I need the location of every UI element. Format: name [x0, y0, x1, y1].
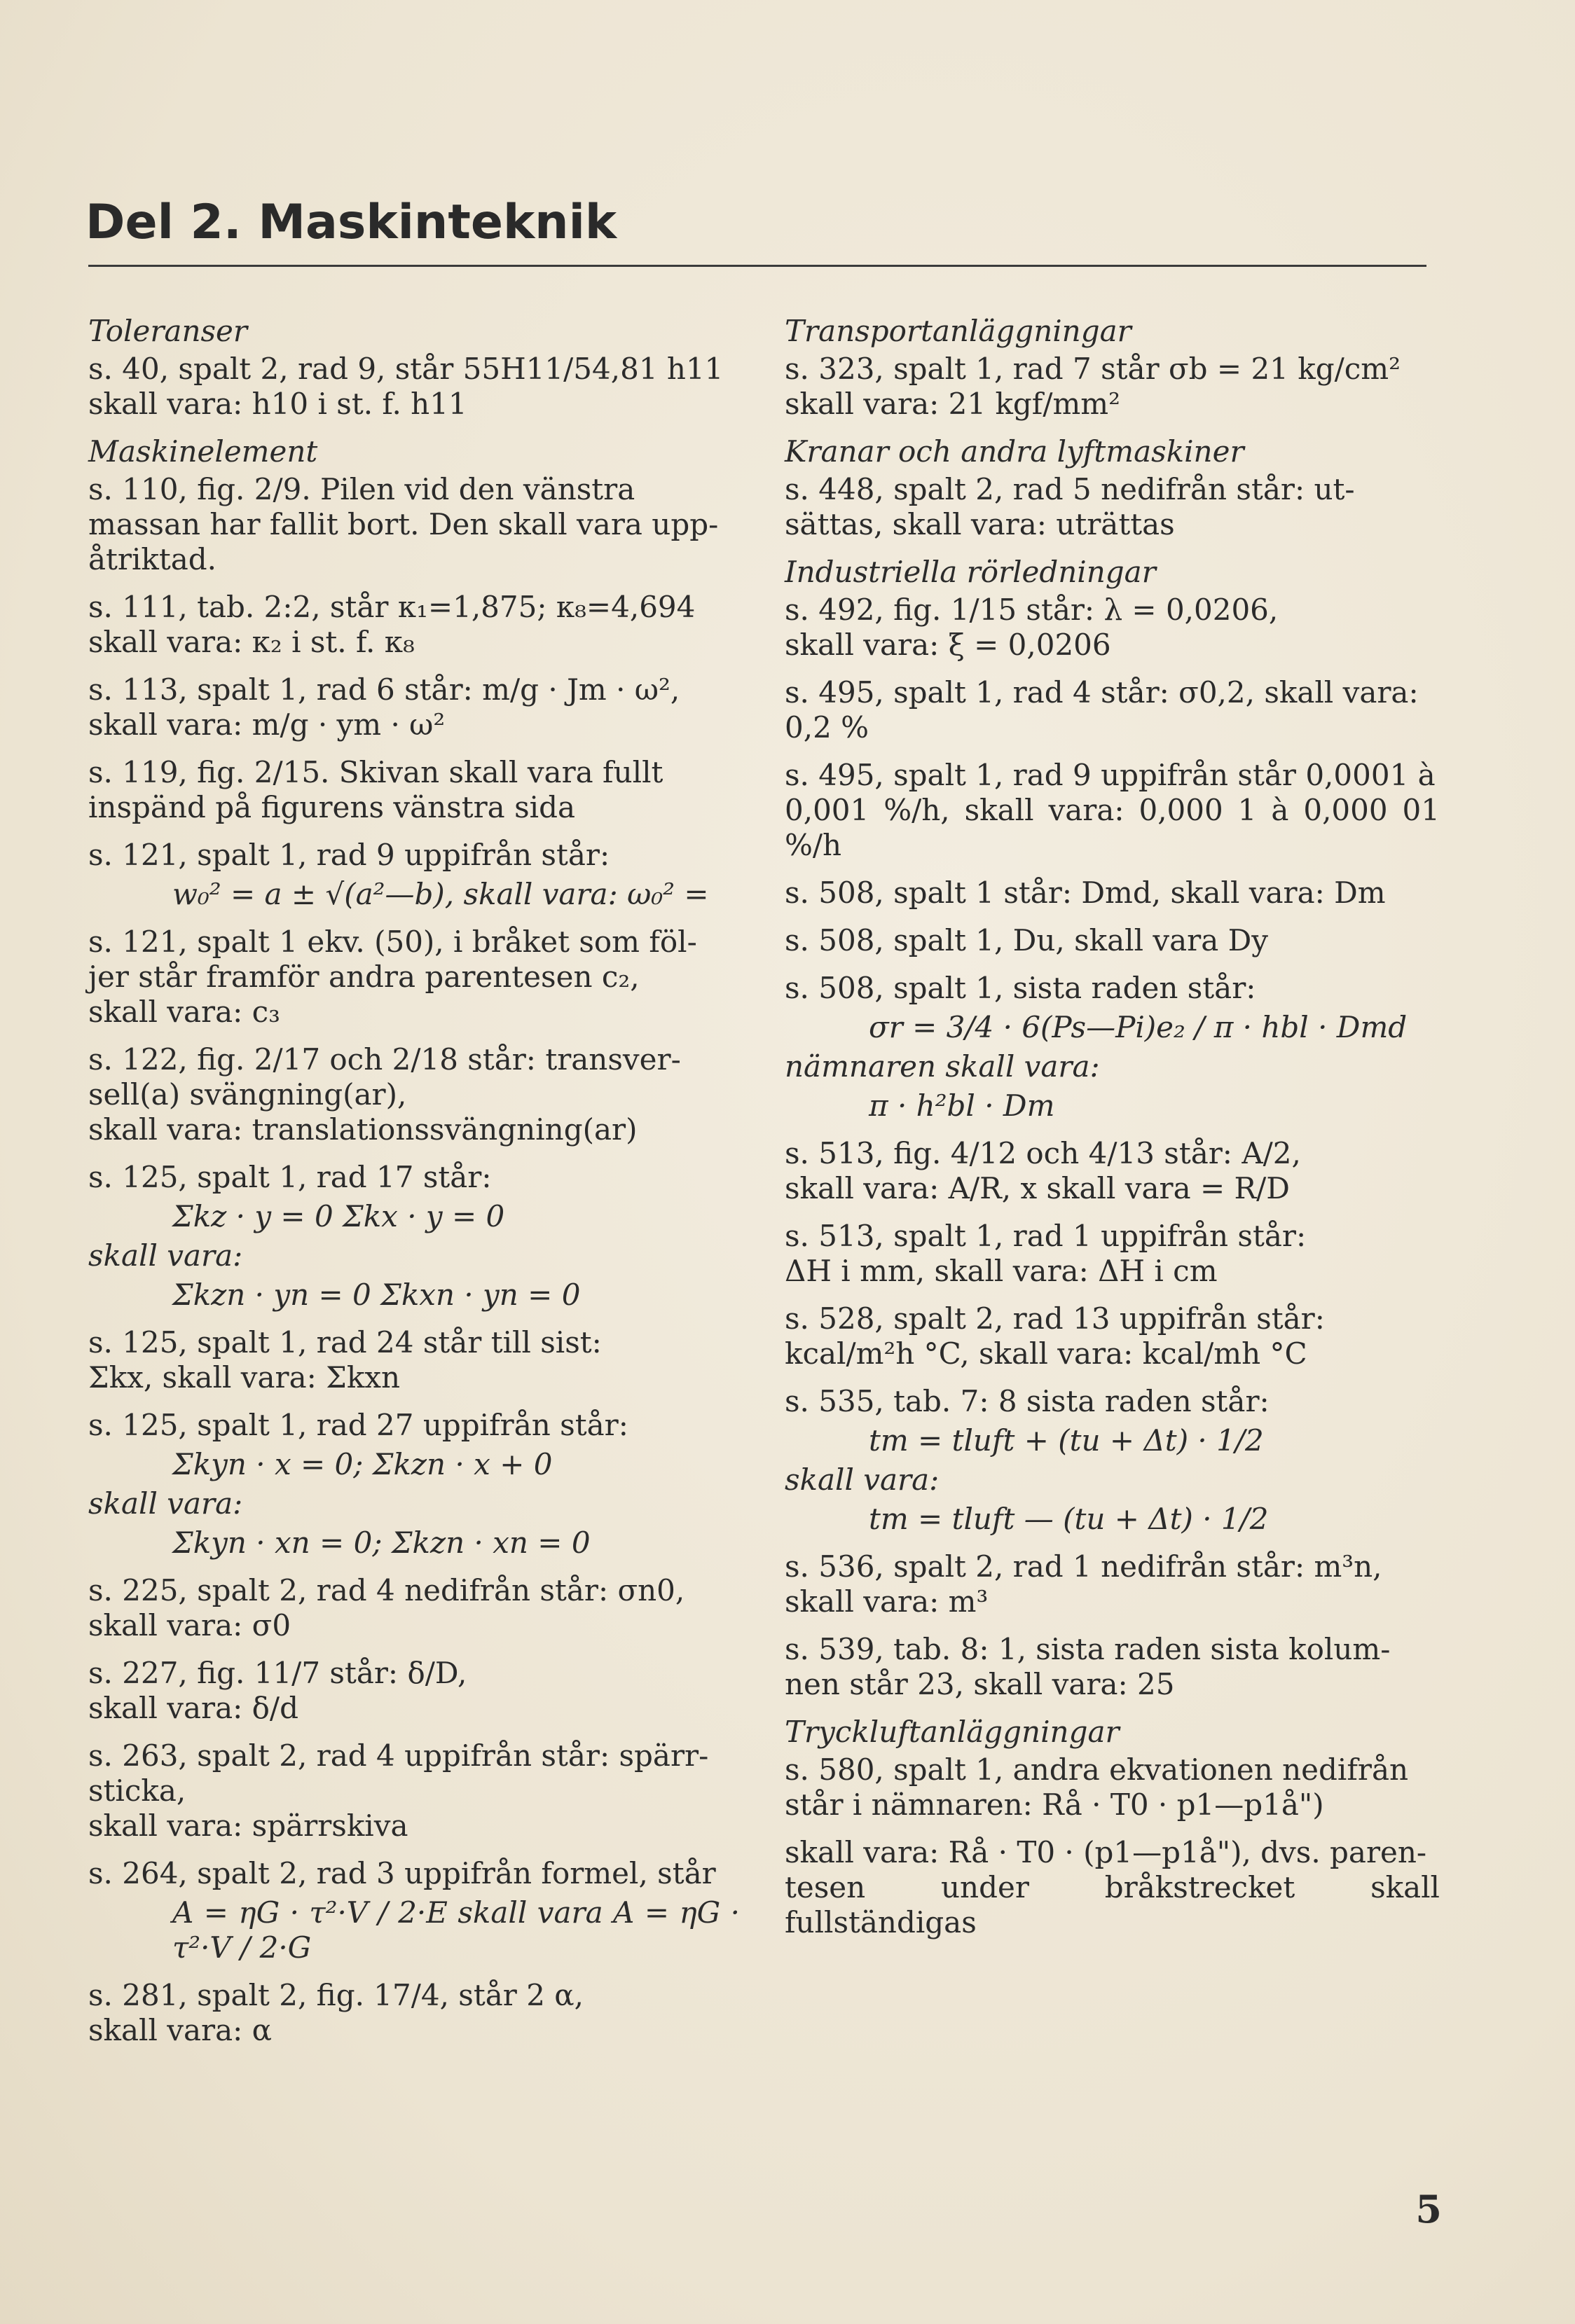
- entry-line: s. 121, spalt 1, rad 9 uppifrån står:: [88, 838, 610, 872]
- entry-line: åtriktad.: [88, 542, 217, 576]
- entry-line: s. 119, fig. 2/15. Skivan skall vara fullt: [88, 755, 663, 789]
- erratum-entry: [785, 923, 1440, 958]
- entry-line: s. 113, spalt 1, rad 6 står: m/g · Jm · ω²,: [88, 672, 680, 707]
- entry-line: s. 323, spalt 1, rad 7 står σb = 21 kg/cm²: [785, 352, 1401, 386]
- page-header: Del 2. Maskinteknik: [85, 195, 617, 250]
- erratum-entry: [785, 352, 1440, 422]
- formula-corrected: tm = tluft — (tu + Δt) · 1/2: [869, 1502, 1269, 1536]
- erratum-entry: [785, 1136, 1440, 1206]
- entry-line: s. 121, spalt 1 ekv. (50), i bråket som föl-: [88, 925, 697, 959]
- formula-corrected: π · h²bl · Dm: [869, 1088, 1055, 1123]
- erratum-entry: [785, 1549, 1440, 1619]
- formula: A = ηG · τ²·V / 2·E skall vara A = ηG · τ²·V / 2·G: [172, 1895, 740, 1965]
- formula: w₀² = a ± √(a²—b), skall vara: ω₀² =: [172, 877, 709, 911]
- entry-line: s. 495, spalt 1, rad 4 står: σ0,2, skall vara:: [785, 675, 1419, 710]
- entry-line: skall vara: κ₂ i st. f. κ₈: [88, 625, 415, 659]
- entry-line: s. 125, spalt 1, rad 27 uppifrån står:: [88, 1408, 628, 1442]
- erratum-entry: [785, 1752, 1440, 1822]
- entry-line: s. 263, spalt 2, rad 4 uppifrån står: spärr-: [88, 1738, 709, 1773]
- entry-line: s. 536, spalt 2, rad 1 nedifrån står: m³n,: [785, 1549, 1382, 1584]
- entry-line: s. 448, spalt 2, rad 5 nedifrån står: ut-: [785, 472, 1355, 506]
- formula-corrected: Σkyn · xn = 0; Σkzn · xn = 0: [172, 1526, 591, 1560]
- entry-line: s. 122, fig. 2/17 och 2/18 står: transver-: [88, 1042, 681, 1077]
- erratum-entry: [785, 1835, 1440, 1940]
- erratum-entry: [88, 1656, 740, 1726]
- entry-line: ΔH i mm, skall vara: ΔH i cm: [785, 1254, 1218, 1288]
- formula: Σkz · y = 0 Σkx · y = 0: [172, 1199, 505, 1233]
- entry-line: skall vara: δ/d: [88, 1691, 298, 1725]
- erratum-entry: [88, 1160, 740, 1313]
- right-column: [785, 308, 1440, 1953]
- formula: tm = tluft + (tu + Δt) · 1/2: [869, 1423, 1264, 1458]
- entry-line: står i nämnaren: Rå · T0 · p1—p1å"): [785, 1787, 1324, 1822]
- entry-line: 0,001 %/h, skall vara: 0,000 1 à 0,000 01 %/h: [785, 793, 1440, 862]
- erratum-entry: [88, 672, 740, 742]
- section-title: Tryckluftanläggningar: [785, 1715, 1120, 1749]
- erratum-entry: [785, 758, 1440, 863]
- section-title: Transportanläggningar: [785, 314, 1132, 348]
- entry-line: s. 40, spalt 2, rad 9, står 55H11/54,81 h11: [88, 352, 724, 386]
- entry-line: s. 539, tab. 8: 1, sista raden sista kolum-: [785, 1632, 1391, 1666]
- entry-line: skall vara: c₃: [88, 995, 281, 1029]
- page-number: 5: [1415, 2187, 1442, 2232]
- entry-line: skall vara: translationssvängning(ar): [88, 1112, 638, 1147]
- entry-line: s. 110, fig. 2/9. Pilen vid den vänstra: [88, 472, 635, 506]
- entry-line: s. 535, tab. 7: 8 sista raden står:: [785, 1384, 1270, 1418]
- erratum-entry: [785, 876, 1440, 911]
- entry-line: skall vara:: [88, 1238, 243, 1273]
- entry-line: sticka,: [88, 1773, 186, 1808]
- section-title: Industriella rörledningar: [785, 555, 1156, 589]
- entry-line: skall vara: σ0: [88, 1608, 291, 1642]
- entry-line: skall vara: spärrskiva: [88, 1808, 408, 1843]
- entry-line: tesen under bråkstrecket skall fullständigas: [785, 1870, 1440, 1939]
- section-title: Maskinelement: [88, 434, 318, 469]
- entry-line: skall vara: ξ = 0,0206: [785, 628, 1111, 662]
- entry-line: skall vara: 21 kgf/mm²: [785, 387, 1120, 421]
- erratum-entry: [785, 1219, 1440, 1289]
- erratum-entry: [88, 352, 740, 422]
- entry-line: s. 495, spalt 1, rad 9 uppifrån står 0,0001 à: [785, 758, 1436, 792]
- entry-line: skall vara: h10 i st. f. h11: [88, 387, 467, 421]
- entry-line: skall vara: Rå · T0 · (p1—p1å"), dvs. paren-: [785, 1835, 1427, 1869]
- entry-line: skall vara:: [785, 1462, 940, 1497]
- entry-line: s. 225, spalt 2, rad 4 nedifrån står: σn0,: [88, 1573, 685, 1607]
- entry-line: 0,2 %: [785, 710, 869, 745]
- erratum-entry: [88, 838, 740, 912]
- entry-line: Σkx, skall vara: Σkxn: [88, 1360, 401, 1395]
- entry-line: s. 508, spalt 1, sista raden står:: [785, 971, 1256, 1005]
- erratum-entry: [785, 1301, 1440, 1371]
- entry-line: s. 508, spalt 1, Du, skall vara Dy: [785, 923, 1269, 957]
- erratum-entry: [785, 971, 1440, 1123]
- entry-line: inspänd på figurens vänstra sida: [88, 790, 575, 824]
- entry-line: s. 528, spalt 2, rad 13 uppifrån står:: [785, 1301, 1325, 1336]
- erratum-entry: [785, 472, 1440, 542]
- formula: Σkyn · x = 0; Σkzn · x + 0: [172, 1447, 553, 1481]
- formula-corrected: Σkzn · yn = 0 Σkxn · yn = 0: [172, 1278, 581, 1312]
- erratum-entry: [88, 1978, 740, 2048]
- formula: σr = 3/4 · 6(Ps—Pi)e₂ / π · hbl · Dmd: [869, 1010, 1408, 1044]
- entry-line: nämnaren skall vara:: [785, 1049, 1100, 1084]
- entry-line: jer står framför andra parentesen c₂,: [88, 960, 640, 994]
- section-title: Toleranser: [88, 314, 247, 348]
- entry-line: s. 125, spalt 1, rad 17 står:: [88, 1160, 492, 1194]
- erratum-entry: [785, 675, 1440, 745]
- entry-line: s. 264, spalt 2, rad 3 uppifrån formel, står: [88, 1856, 716, 1890]
- entry-line: s. 492, fig. 1/15 står: λ = 0,0206,: [785, 593, 1279, 627]
- entry-line: massan har fallit bort. Den skall vara upp-: [88, 507, 719, 541]
- erratum-entry: [785, 593, 1440, 663]
- header-rule: [88, 265, 1426, 267]
- erratum-entry: [88, 1738, 740, 1844]
- entry-line: skall vara: m/g · ym · ω²: [88, 707, 446, 742]
- entry-line: s. 580, spalt 1, andra ekvationen nedifrån: [785, 1752, 1409, 1787]
- entry-line: nen står 23, skall vara: 25: [785, 1667, 1175, 1701]
- entry-line: s. 281, spalt 2, fig. 17/4, står 2 α,: [88, 1978, 584, 2012]
- entry-line: s. 227, fig. 11/7 står: δ/D,: [88, 1656, 467, 1690]
- entry-line: skall vara: m³: [785, 1584, 989, 1619]
- erratum-entry: [88, 755, 740, 825]
- left-column: [88, 308, 740, 2061]
- entry-line: skall vara:: [88, 1486, 243, 1521]
- erratum-entry: [88, 1573, 740, 1643]
- section-title: Kranar och andra lyftmaskiner: [785, 434, 1244, 469]
- entry-line: s. 508, spalt 1 står: Dmd, skall vara: Dm: [785, 876, 1386, 910]
- erratum-entry: [88, 925, 740, 1030]
- erratum-entry: [88, 590, 740, 660]
- erratum-entry: [88, 472, 740, 577]
- entry-line: sell(a) svängning(ar),: [88, 1077, 407, 1112]
- entry-line: sättas, skall vara: uträttas: [785, 507, 1175, 541]
- erratum-entry: [88, 1856, 740, 1965]
- erratum-entry: [88, 1325, 740, 1395]
- erratum-entry: [785, 1384, 1440, 1537]
- erratum-entry: [88, 1042, 740, 1147]
- entry-line: skall vara: α: [88, 2013, 273, 2047]
- erratum-entry: [785, 1632, 1440, 1702]
- entry-line: s. 125, spalt 1, rad 24 står till sist:: [88, 1325, 602, 1360]
- erratum-entry: [88, 1408, 740, 1561]
- entry-line: s. 513, spalt 1, rad 1 uppifrån står:: [785, 1219, 1307, 1253]
- entry-line: kcal/m²h °C, skall vara: kcal/mh °C: [785, 1336, 1307, 1371]
- entry-line: s. 111, tab. 2:2, står κ₁=1,875; κ₈=4,694: [88, 590, 696, 624]
- entry-line: s. 513, fig. 4/12 och 4/13 står: A/2,: [785, 1136, 1301, 1170]
- entry-line: skall vara: A/R, x skall vara = R/D: [785, 1171, 1290, 1205]
